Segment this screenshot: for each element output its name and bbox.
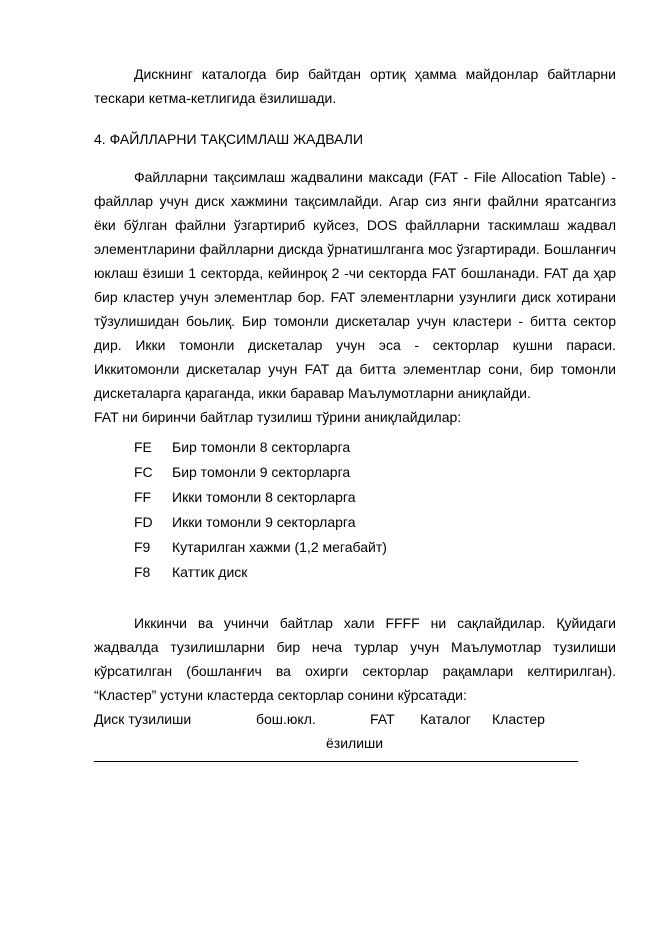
col-catalog: Каталог <box>420 711 471 727</box>
descriptor-desc: Кутарилган хажми (1,2 мегабайт) <box>172 539 387 555</box>
fat-paragraph: Файлларни тақсимлаш жадвалини максади (FAT - File Allocation Table) - файллар учун диск хажмини тақсимлайди. Агар сиз янги файлни яратсангиз ёки бўлган файлни ўзгартириб куйсез, DOS файлларни таскимлаш жадвал элементларини файлларни дискда ўрнатишлганга мос ўзгартиради. Бошланғич юклаш ёзиши 1 секторда, кейинроқ 2 -чи секторда FAT бошланади. FAT да ҳар бир кластер учун элементлар бор. FAT элементларни узунлиги диск хотирани тўзулишидан боьлиқ. Бир томонли дискеталар учун кластери - битта сектор дир. Икки томонли дискеталар учун эса - секторлар кушни параси. Иккитомонли дискеталар учун FAT да битта элементлар сони, бир томонли дискеталарга қараганда, икки баравар Маълумотларни аниқлайди. <box>94 169 616 401</box>
second-paragraph: Иккинчи ва учинчи байтлар хали FFFF ни сақлайдилар. Қуйидаги жадвалда тузилишларни бир неча турлар учун Маълумотлар тузилиши кўрсатилган (бошланғич ва охирги секторлар рақамлари келтирилган). “Кластер” устуни кластерда секторлар сонини кўрсатади: <box>94 615 616 703</box>
media-descriptor-list <box>94 435 616 585</box>
descriptor-desc: Каттик диск <box>172 564 248 580</box>
list-item <box>94 560 616 585</box>
list-item <box>94 460 616 485</box>
structure-header-row-2: ёзилиши <box>326 735 384 751</box>
descriptor-code: F8 <box>134 564 151 580</box>
list-item <box>94 485 616 510</box>
descriptor-desc: Бир томонли 8 секторларга <box>172 439 351 455</box>
col-cluster: Кластер <box>492 711 545 727</box>
descriptor-desc: Икки томонли 9 секторларга <box>172 514 356 530</box>
descriptor-code: FD <box>134 514 153 530</box>
descriptor-code: FC <box>134 464 153 480</box>
section-heading: 4. ФАЙЛЛАРНИ ТАҚСИМЛАШ ЖАДВАЛИ <box>94 131 364 147</box>
spacer <box>94 585 616 611</box>
col-boot-record: бош.юкл. <box>256 711 316 727</box>
list-item <box>94 510 616 535</box>
document-body <box>94 62 616 762</box>
horizontal-rule <box>94 761 578 762</box>
intro-paragraph: Дискнинг каталогда бир байтдан ортиқ ҳамма майдонлар байтларни тескари кетма-кетлигида ёзилишади. <box>94 66 616 106</box>
col-disk-structure: Диск тузилиши <box>94 711 192 727</box>
descriptor-code: F9 <box>134 539 151 555</box>
first-byte-line: FAT ни биринчи байтлар тузилиш тўрини аниқлайдилар: <box>94 409 462 425</box>
descriptor-desc: Бир томонли 9 секторларга <box>172 464 351 480</box>
list-item <box>94 535 616 560</box>
descriptor-code: FE <box>134 439 152 455</box>
descriptor-desc: Икки томонли 8 секторларга <box>172 489 356 505</box>
structure-header-row <box>94 707 616 731</box>
list-item <box>94 435 616 460</box>
descriptor-code: FF <box>134 489 152 505</box>
col-fat: FAT <box>370 711 395 727</box>
